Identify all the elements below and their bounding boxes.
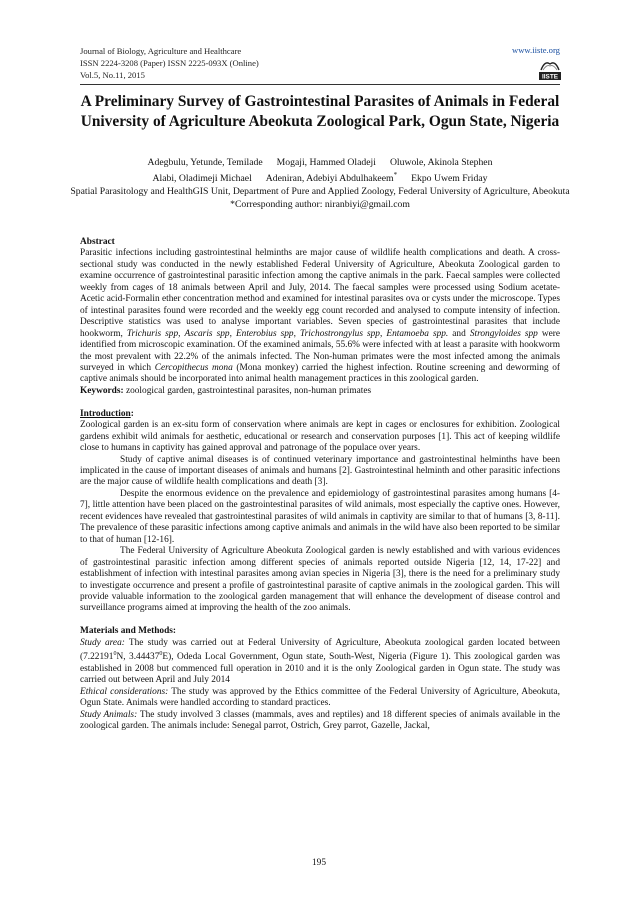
keywords: Keywords: zoological garden, gastrointestinal parasites, non-human primates [80, 385, 372, 396]
species-name: Ascaris spp [184, 328, 230, 339]
author-name: Mogaji, Hammed Oladeji [276, 157, 376, 168]
logo-text: IISTE [542, 73, 558, 80]
author-row-2 [60, 169, 580, 185]
corresponding-author: *Corresponding author: niranbiyi@gmail.com [230, 199, 410, 211]
abstract-text: Parasitic infections including gastrointestinal helminths are major cause of wildlife health complications and death. A cross-sectional study was conducted in the newly established Federal University of Agriculture, Abeokuta Zoological garden to examine occurrence of gastrointestinal parasitic infection among the captive animals in the park. Faecal samples were collected weekly from cages of 18 animals between April and July, 2014. The faecal samples were processed using Sodium acetate-Acetic acid-Formalin ether concentration method and examined for intestinal parasites ova or cysts under the microscope. Types of intestinal parasites found were recorded and the weekly egg count recorded and analysed to compute intensity of infection. Descriptive statistics was used to analyse important variables. Seven species of gastrointestinal parasites that include hookworm, Trichuris spp, Ascaris spp, Enterobius spp, Trichostrongylus spp, Entamoeba spp. and Strongyloides spp were identified from microscopic examination. Of the examined animals, 55.6% were infected with at least a parasite with hookworm the most prevalent with 22.2% of the animals infected. The Non-human primates were the most infected among the animals surveyed in which Cercopithecus mona (Mona monkey) carried the highest infection. Routine screening and deworming of captive animals should be incorporated into animal health management practices in this zoological garden. [80, 248, 561, 385]
author-name: Adegbulu, Yetunde, Temilade [147, 157, 263, 168]
journal-name: Journal of Biology, Agriculture and Healthcare [80, 46, 242, 56]
abstract-heading: Abstract [80, 237, 115, 247]
corresponding-mark: * [393, 171, 398, 179]
iiste-logo-icon [539, 58, 561, 80]
page-number: 195 [311, 858, 327, 868]
journal-header [80, 45, 560, 81]
species-name: Entamoeba spp. [386, 328, 449, 339]
author-name: Adeniran, Adebiyi Abdulhakeem [265, 173, 394, 185]
author-name: Ekpo Uwem Friday [411, 173, 488, 185]
journal-issn: ISSN 2224-3208 (Paper) ISSN 2225-093X (Online) [80, 58, 259, 68]
species-name: Enterobius spp [235, 328, 294, 339]
author-name: Oluwole, Akinola Stephen [389, 157, 493, 168]
ethics-label: Ethical considerations: [80, 686, 169, 697]
species-name: Trichuris spp [126, 328, 179, 339]
author-row-1 [60, 156, 580, 169]
intro-paragraph: Study of captive animal diseases is of continued veterinary importance and gastrointestinal helminths have been implicated in the cause of important diseases of animals and humans [2]. Gastrointestinal helminth and other parasitic infections are the major cause of wildlife health complications and death [3]. [80, 454, 560, 488]
study-animals-paragraph: Study Animals: The study involved 3 classes (mammals, aves and reptiles) and 18 different species of animals available in the zoological garden. The animals include: Senegal parrot, Ostrich, Grey parrot, Gazelle, Jackal, [80, 709, 560, 732]
paper-title: A Preliminary Survey of Gastrointestinal Parasites of Animals in Federal University of Agriculture Abeokuta Zoological Park, Ogun State, Nigeria [80, 93, 560, 130]
header-divider [80, 84, 560, 85]
journal-volume: Vol.5, No.11, 2015 [80, 70, 145, 80]
study-area-label: Study area: [80, 637, 125, 648]
intro-paragraph: Zoological garden is an ex-situ form of conservation where animals are kept in cages or enclosures for exhibition. Zoological gardens exhibit wild animals for aesthetic, educational or research and conservation purposes [1]. This act of keeping wildlife close to humans in captivity has gained approval and patronage of the populace over years. [80, 420, 560, 454]
species-name: Strongyloides spp [469, 328, 538, 339]
species-name: Trichostrongylus spp [299, 328, 380, 339]
keywords-label: Keywords: [80, 385, 124, 396]
ethics-paragraph: Ethical considerations: The study was approved by the Ethics committee of the Federal University of Agriculture, Abeokuta, Ogun State. Animals were handled according to standard practices. [80, 686, 560, 709]
species-name: Cercopithecus mona [154, 362, 233, 373]
study-animals-label: Study Animals: [80, 709, 138, 720]
introduction-heading: Introduction: [80, 408, 134, 419]
paper-body [80, 237, 560, 732]
intro-paragraph: The Federal University of Agriculture Abeokuta Zoological garden is newly established and with various evidences of gastrointestinal parasitic infection among different species of animals reported outside Nigeria [12, 14, 17-22] and establishment of infection with intestinal parasites among avian species in Nigeria [3], there is the need for a preliminary study to investigate occurrence and present a profile of gastrointestinal parasite of captive animals in the zoological garden. This will provide valuable information to the zoological garden management that will enhance the development of disease control and surveillance programs aimed at improving the health of the zoo animals. [80, 546, 560, 614]
author-name: Alabi, Oladimeji Michael [152, 173, 252, 185]
study-area-paragraph: Study area: The study was carried out at Federal University of Agriculture, Abeokuta zoological garden located between (7.22191$^0$N, 3.44437$^0$E), Odeda Local Government, Ogun state, South-West, Nigeria (Figure 1). This zoological garden was established in 2008 but commenced full operation in 2010 and it is the only Zoological garden in Ogun state. The study was carried out between April and July 2014 [80, 637, 560, 686]
journal-url-link[interactable]: www.iiste.org [512, 45, 560, 55]
author-block [60, 156, 580, 211]
methods-heading: Materials and Methods: [80, 626, 177, 637]
intro-paragraph: Despite the enormous evidence on the prevalence and epidemiology of gastrointestinal parasites among humans [4-7], little attention have been placed on the gastrointestinal parasites of wild animals, most especially the captive ones. However, recent evidences have revealed that gastrointestinal parasites of wild animals in captivity are similar to that of humans [3, 8-11]. The prevalence of these parasitic infections among captive animals and animals in the wild have also been reported to be similar to that of human [12-16]. [80, 488, 560, 545]
affiliation: Spatial Parasitology and HealthGIS Unit, Department of Pure and Applied Zoology, Federal University of Agriculture, Abeokuta [70, 186, 570, 198]
